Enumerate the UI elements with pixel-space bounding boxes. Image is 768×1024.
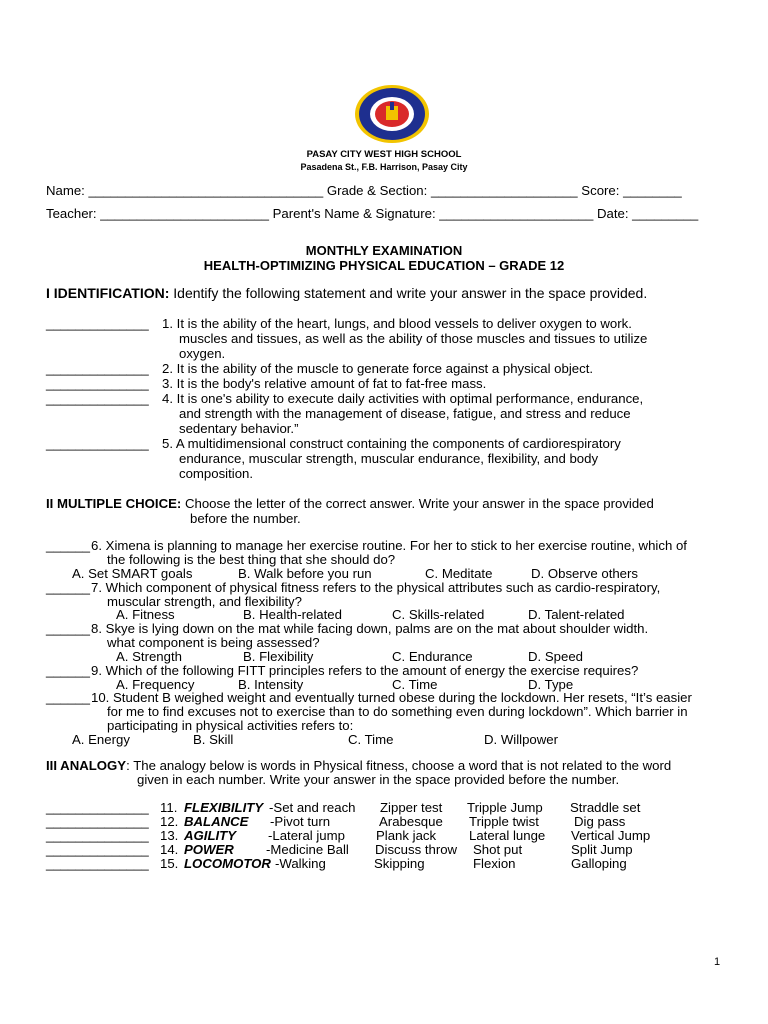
analogy-option[interactable]: Flexion (473, 856, 516, 871)
school-logo (354, 84, 430, 144)
answer-blank[interactable]: ______ (46, 538, 91, 553)
answer-blank[interactable]: ______________ (46, 391, 149, 406)
analogy-option[interactable]: Skipping (374, 856, 425, 871)
analogy-option[interactable]: -Walking (275, 856, 326, 871)
analogy-option[interactable]: Lateral lunge (469, 828, 546, 843)
analogy-option[interactable]: Tripple twist (469, 814, 539, 829)
question-text-continued: participating in physical activities refers to: (107, 718, 354, 733)
question-text-continued: for me to find excuses not to exercise than to do something even during lockdown”. Which barrier in (107, 704, 688, 719)
question-text-continued: endurance, muscular strength, muscular endurance, flexibility, and body (179, 451, 599, 466)
identification-heading: I IDENTIFICATION: (46, 285, 170, 301)
analogy-number: 12. (160, 814, 179, 829)
identification-instruction-text: Identify the following statement and write your answer in the space provided. (169, 285, 648, 301)
question-text-continued: what component is being assessed? (107, 635, 320, 650)
answer-blank[interactable]: ______________ (46, 316, 149, 331)
choice-c[interactable]: C. Time (392, 677, 438, 692)
question-text-continued: oxygen. (179, 346, 226, 361)
analogy-option[interactable]: Vertical Jump (571, 828, 651, 843)
choice-c[interactable]: C. Meditate (425, 566, 493, 581)
analogy-word: FLEXIBILITY (184, 800, 264, 815)
analogy-instruction (46, 758, 671, 773)
answer-blank[interactable]: ______ (46, 690, 91, 705)
choice-d[interactable]: D. Type (528, 677, 574, 692)
multiple-choice-instruction-continued: before the number. (190, 511, 301, 526)
question-text-continued: sedentary behavior.” (179, 421, 299, 436)
analogy-option[interactable]: Shot put (473, 842, 523, 857)
exam-title: MONTHLY EXAMINATION (305, 243, 463, 258)
exam-subtitle: HEALTH-OPTIMIZING PHYSICAL EDUCATION – GRADE 12 (203, 258, 565, 273)
answer-blank[interactable]: ______________ (46, 814, 149, 829)
analogy-option[interactable]: Plank jack (376, 828, 437, 843)
choice-d[interactable]: D. Observe others (531, 566, 639, 581)
analogy-option[interactable]: -Set and reach (269, 800, 356, 815)
analogy-number: 15. (160, 856, 179, 871)
question-text-continued: and strength with the management of disease, fatigue, and stress and reduce (179, 406, 631, 421)
choice-a[interactable]: A. Energy (72, 732, 130, 747)
question-text: 5. A multidimensional construct containing the components of cardiorespiratory (162, 436, 621, 451)
question-text: 9. Which of the following FITT principles refers to the amount of energy the exercise requires? (91, 663, 639, 678)
choice-b[interactable]: B. Health-related (243, 607, 342, 622)
analogy-option[interactable]: Zipper test (380, 800, 443, 815)
analogy-number: 11. (160, 800, 178, 815)
analogy-option[interactable]: Split Jump (571, 842, 633, 857)
multiple-choice-instruction-text: Choose the letter of the correct answer. Write your answer in the space provided (181, 496, 654, 511)
choice-a[interactable]: A. Fitness (116, 607, 175, 622)
question-text-continued: the following is the best thing that she should do? (107, 552, 396, 567)
analogy-option[interactable]: Dig pass (574, 814, 626, 829)
identification-instruction (46, 286, 647, 301)
choice-c[interactable]: C. Endurance (392, 649, 473, 664)
teacher-parent-date-line[interactable]: Teacher: _______________________ Parent's Name & Signature: _____________________ Date: _________ (46, 206, 699, 221)
analogy-word: LOCOMOTOR (184, 856, 271, 871)
answer-blank[interactable]: ______________ (46, 361, 149, 376)
question-text-continued: muscular strength, and flexibility? (107, 594, 302, 609)
multiple-choice-heading: II MULTIPLE CHOICE: (46, 496, 182, 511)
analogy-option[interactable]: Arabesque (379, 814, 443, 829)
page-number: 1 (714, 956, 721, 968)
analogy-option[interactable]: -Lateral jump (268, 828, 345, 843)
answer-blank[interactable]: ______________ (46, 800, 149, 815)
question-text: 7. Which component of physical fitness refers to the physical attributes such as cardio-respiratory, (91, 580, 661, 595)
analogy-option[interactable]: Galloping (571, 856, 627, 871)
question-text: 3. It is the body's relative amount of fat to fat-free mass. (162, 376, 487, 391)
analogy-option[interactable]: Tripple Jump (467, 800, 543, 815)
multiple-choice-instruction (46, 496, 654, 511)
answer-blank[interactable]: ______________ (46, 842, 149, 857)
answer-blank[interactable]: ______ (46, 580, 91, 595)
choice-a[interactable]: A. Strength (116, 649, 182, 664)
answer-blank[interactable]: ______________ (46, 856, 149, 871)
question-text-continued: composition. (179, 466, 254, 481)
school-name: PASAY CITY WEST HIGH SCHOOL (306, 149, 462, 160)
analogy-instruction-continued: given in each number. Write your answer in the space provided before the number. (137, 772, 620, 787)
choice-b[interactable]: B. Skill (193, 732, 234, 747)
choice-d[interactable]: D. Talent-related (528, 607, 625, 622)
question-text: 8. Skye is lying down on the mat while facing down, palms are on the mat about shoulder width. (91, 621, 649, 636)
question-text: 2. It is the ability of the muscle to generate force against a physical object. (162, 361, 594, 376)
answer-blank[interactable]: ______ (46, 663, 91, 678)
choice-b[interactable]: B. Walk before you run (238, 566, 372, 581)
analogy-option[interactable]: -Pivot turn (270, 814, 331, 829)
analogy-word: POWER (184, 842, 234, 857)
choice-a[interactable]: A. Set SMART goals (72, 566, 193, 581)
answer-blank[interactable]: ______ (46, 621, 91, 636)
analogy-heading: III ANALOGY (46, 758, 127, 773)
choice-d[interactable]: D. Speed (528, 649, 583, 664)
answer-blank[interactable]: ______________ (46, 376, 149, 391)
school-address: Pasadena St., F.B. Harrison, Pasay City (300, 162, 468, 172)
analogy-number: 14. (160, 842, 179, 857)
analogy-word: AGILITY (184, 828, 237, 843)
name-grade-score-line[interactable]: Name: ________________________________ Grade & Section: ____________________ Score: ________ (46, 183, 682, 198)
analogy-option[interactable]: Discuss throw (375, 842, 458, 857)
analogy-instruction-text: : The analogy below is words in Physical fitness, choose a word that is not related to the word (126, 758, 672, 773)
question-text: 4. It is one's ability to execute daily activities with optimal performance, endurance, (162, 391, 644, 406)
choice-c[interactable]: C. Time (348, 732, 394, 747)
choice-c[interactable]: C. Skills-related (392, 607, 485, 622)
question-text: 10. Student B weighed weight and eventually turned obese during the lockdown. Her resets, “It’s easier (91, 690, 692, 705)
question-text: 1. It is the ability of the heart, lungs, and blood vessels to deliver oxygen to work. (162, 316, 632, 331)
question-text-continued: muscles and tissues, as well as the ability of those muscles and tissues to utilize (179, 331, 648, 346)
choice-a[interactable]: A. Frequency (116, 677, 195, 692)
analogy-word: BALANCE (184, 814, 249, 829)
analogy-option[interactable]: Straddle set (570, 800, 641, 815)
answer-blank[interactable]: ______________ (46, 828, 149, 843)
analogy-number: 13. (160, 828, 179, 843)
answer-blank[interactable]: ______________ (46, 436, 149, 451)
analogy-option[interactable]: -Medicine Ball (266, 842, 349, 857)
choice-d[interactable]: D. Willpower (484, 732, 559, 747)
choice-b[interactable]: B. Intensity (238, 677, 304, 692)
question-text: 6. Ximena is planning to manage her exercise routine. For her to stick to her exercise routine, which of (91, 538, 687, 553)
choice-b[interactable]: B. Flexibility (243, 649, 314, 664)
